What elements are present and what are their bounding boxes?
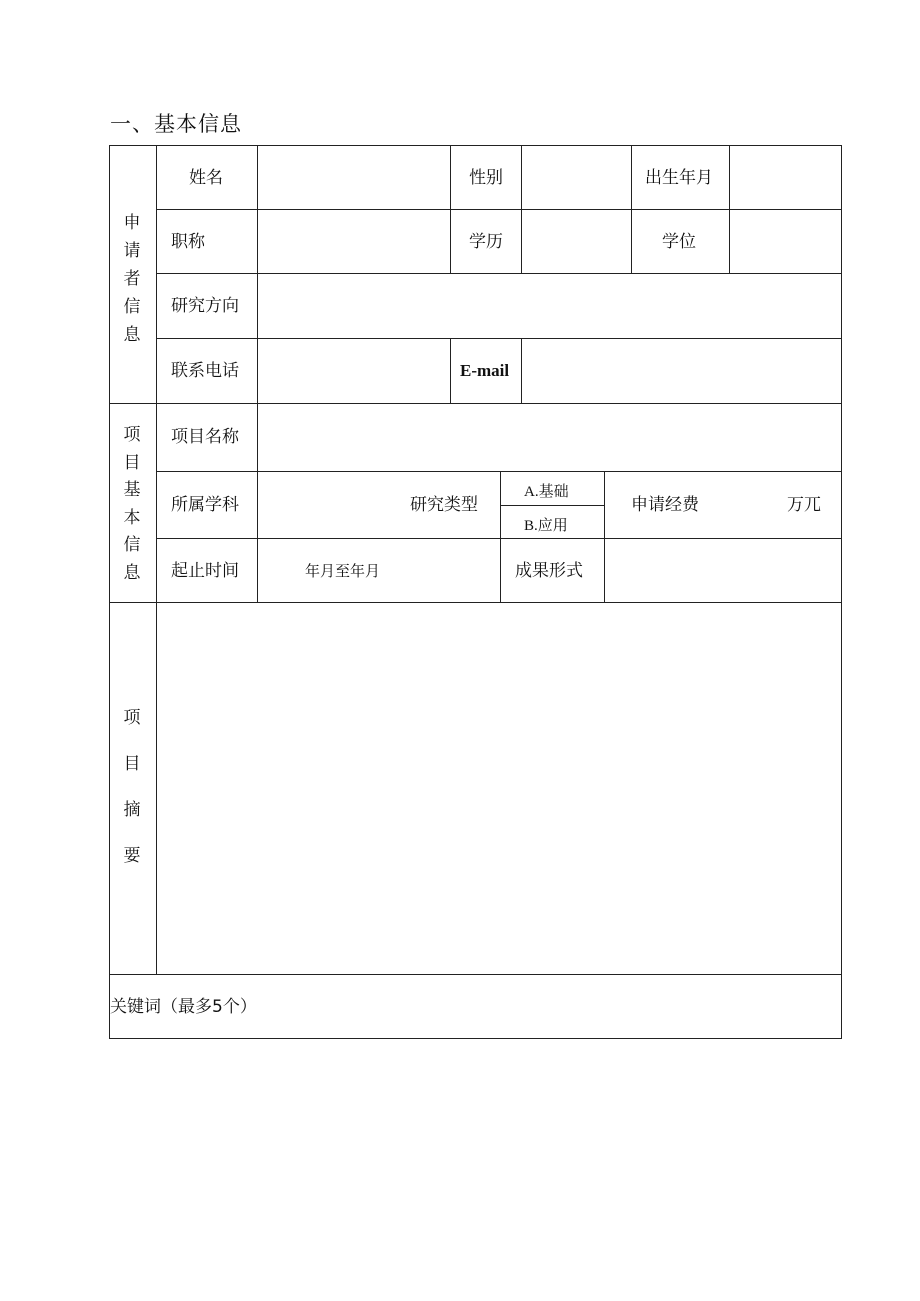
abstract-label (109, 695, 155, 879)
row-divider (156, 471, 842, 472)
period-value[interactable]: 年月至年月 (305, 562, 381, 580)
type-option-b[interactable]: B.应用 (524, 518, 568, 534)
table-border-bottom (109, 1038, 842, 1039)
subject-label: 所属学科 (171, 495, 239, 515)
project-name-field[interactable] (258, 404, 841, 471)
title-label: 职称 (171, 232, 205, 252)
degree-label: 学位 (662, 232, 696, 252)
section-title: 一、基本信息 (110, 112, 242, 136)
column-divider (450, 145, 451, 274)
birth-field[interactable] (730, 146, 841, 209)
research-label: 研究方向 (171, 296, 239, 316)
project-group-label (109, 422, 155, 587)
gender-field[interactable] (522, 146, 631, 209)
email-field[interactable] (522, 339, 841, 403)
project-group-label-text: 项目基本信息 (123, 425, 141, 583)
applicant-group-label (109, 209, 155, 349)
research-type-label: 研究类型 (410, 495, 478, 515)
funding-label: 申请经费 (631, 495, 699, 515)
name-field[interactable] (258, 146, 450, 209)
basic-info-form (109, 145, 842, 1039)
column-divider (500, 471, 501, 603)
email-label: E-mail (460, 361, 510, 380)
keywords-label: 关键词（最多5个） (110, 997, 257, 1017)
type-option-divider (500, 505, 604, 506)
column-divider (631, 145, 632, 274)
type-option-a[interactable]: A.基础 (524, 484, 569, 500)
gender-label: 性别 (469, 168, 503, 188)
birth-label: 出生年月 (645, 168, 713, 188)
education-label: 学历 (469, 232, 503, 252)
project-name-label: 项目名称 (171, 427, 239, 447)
title-field[interactable] (258, 210, 450, 273)
output-field[interactable] (605, 539, 841, 602)
keywords-field[interactable] (279, 975, 841, 1038)
output-label: 成果形式 (515, 561, 583, 581)
period-label: 起止时间 (171, 561, 239, 581)
phone-label: 联系电话 (171, 361, 239, 381)
funding-unit: 万兀 (787, 495, 821, 515)
applicant-group-label-text: 申请者信息 (123, 213, 141, 345)
education-field[interactable] (522, 210, 631, 273)
phone-field[interactable] (258, 339, 450, 403)
abstract-label-text: 项目摘要 (123, 708, 141, 866)
degree-field[interactable] (730, 210, 841, 273)
abstract-field[interactable] (157, 603, 841, 974)
table-border-right (841, 145, 842, 1039)
column-divider (450, 338, 451, 404)
name-label: 姓名 (189, 168, 223, 188)
research-field[interactable] (258, 274, 841, 338)
